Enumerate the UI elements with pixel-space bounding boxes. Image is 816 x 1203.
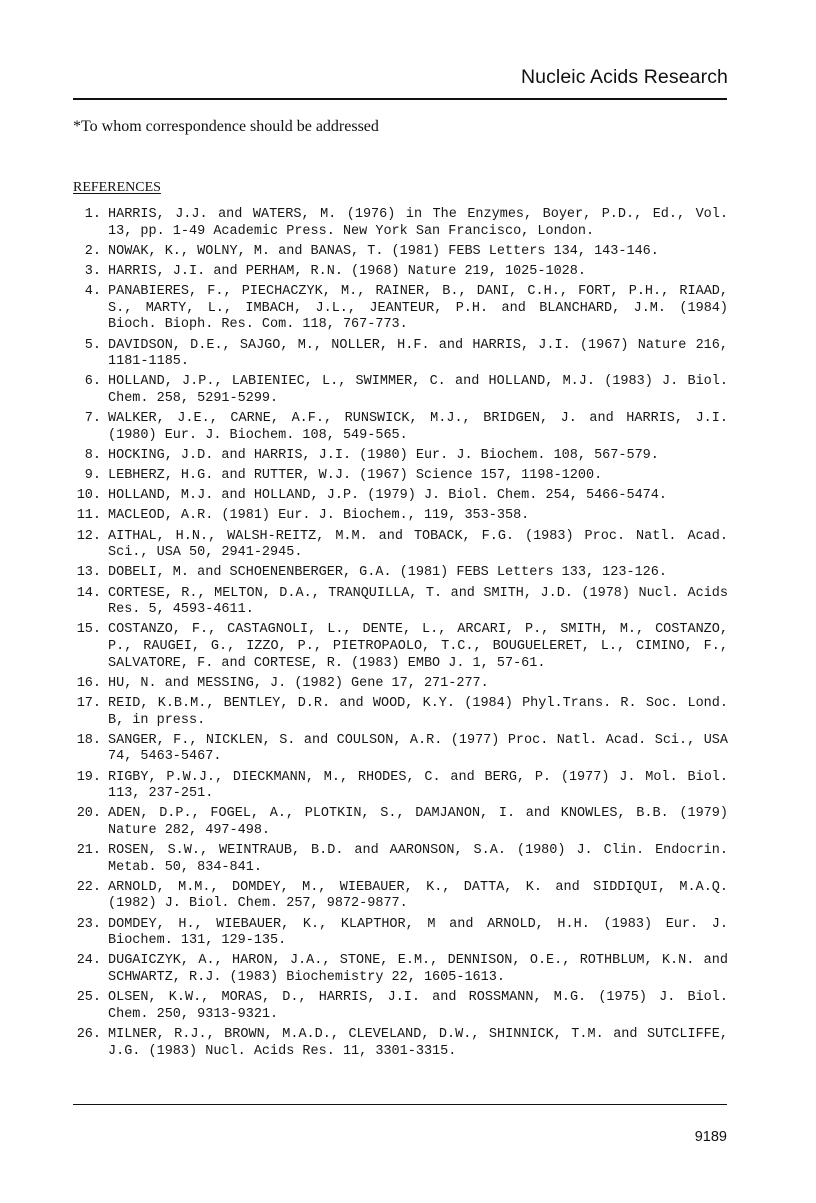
reference-number: 15. [76, 622, 101, 638]
reference-text: MACLEOD, A.R. (1981) Eur. J. Biochem., 119, 353-358. [108, 508, 530, 524]
reference-text: REID, K.B.M., BENTLEY, D.R. and WOOD, K.Y. (1984) Phyl.Trans. R. Soc. Lond. B, in press. [108, 695, 728, 728]
reference-text: MILNER, R.J., BROWN, M.A.D., CLEVELAND, D.W., SHINNICK, T.M. and SUTCLIFFE, J.G. (1983) Nucl. Acids Res. 11, 3301-3315. [108, 1026, 728, 1059]
reference-number: 17. [76, 695, 101, 711]
reference-number: 4. [84, 284, 101, 300]
reference-item [73, 770, 728, 803]
reference-text: HU, N. and MESSING, J. (1982) Gene 17, 271-277. [108, 675, 489, 691]
reference-item [73, 448, 728, 465]
reference-number: 2. [84, 243, 101, 259]
reference-text: ARNOLD, M.M., DOMDEY, M., WIEBAUER, K., DATTA, K. and SIDDIQUI, M.A.Q. (1982) J. Biol. Chem. 257, 9872-9877. [108, 879, 728, 912]
reference-number: 3. [84, 263, 101, 279]
reference-number: 23. [76, 916, 101, 932]
reference-item [73, 529, 728, 562]
reference-text: HARRIS, J.J. and WATERS, M. (1976) in The Enzymes, Boyer, P.D., Ed., Vol. 13, pp. 1-49 Academic Press. New York San Francisco, London. [108, 207, 728, 239]
reference-number: 21. [76, 843, 101, 859]
reference-number: 22. [76, 879, 101, 895]
reference-text: ROSEN, S.W., WEINTRAUB, B.D. and AARONSON, S.A. (1980) J. Clin. Endocrin. Metab. 50, 834-841. [108, 843, 728, 875]
reference-item [73, 622, 728, 672]
reference-number: 16. [76, 675, 101, 691]
reference-text: HARRIS, J.I. and PERHAM, R.N. (1968) Nature 219, 1025-1028. [108, 263, 586, 279]
reference-item [73, 207, 728, 240]
reference-text: PANABIERES, F., PIECHACZYK, M., RAINER, B., DANI, C.H., FORT, P.H., RIAAD, S., MARTY, L., IMBACH, J.L., JEANTEUR, P.H. and BLANCHARD, J.M. (1984) Bioch. Bioph. Res. Com. 118, 767-773. [108, 284, 728, 333]
reference-number: 9. [84, 468, 101, 484]
reference-text: DOMDEY, H., WIEBAUER, K., KLAPTHOR, M and ARNOLD, H.H. (1983) Eur. J. Biochem. 131, 129-135. [108, 916, 728, 949]
reference-text: AITHAL, H.N., WALSH-REITZ, M.M. and TOBACK, F.G. (1983) Proc. Natl. Acad. Sci., USA 50, 2941-2945. [108, 528, 728, 561]
reference-number: 24. [76, 953, 101, 969]
references-heading: REFERENCES [73, 180, 161, 195]
reference-item [73, 284, 728, 334]
reference-number: 10. [76, 488, 101, 504]
reference-number: 12. [76, 528, 101, 544]
reference-item [73, 953, 728, 986]
reference-item [73, 565, 728, 582]
reference-text: CORTESE, R., MELTON, D.A., TRANQUILLA, T. and SMITH, J.D. (1978) Nucl. Acids Res. 5, 4593-4611. [108, 585, 728, 618]
reference-item [73, 1027, 728, 1060]
reference-number: 6. [84, 374, 101, 390]
reference-text: LEBHERZ, H.G. and RUTTER, W.J. (1967) Science 157, 1198-1200. [108, 468, 603, 484]
reference-item [73, 244, 728, 261]
reference-number: 18. [76, 732, 101, 748]
reference-item [73, 676, 728, 693]
reference-text: NOWAK, K., WOLNY, M. and BANAS, T. (1981) FEBS Letters 134, 143-146. [108, 243, 659, 259]
reference-text: HOCKING, J.D. and HARRIS, J.I. (1980) Eur. J. Biochem. 108, 567-579. [108, 447, 659, 463]
page-number: 9189 [694, 1129, 727, 1145]
reference-number: 14. [76, 585, 101, 601]
reference-text: DUGAICZYK, A., HARON, J.A., STONE, E.M., DENNISON, O.E., ROTHBLUM, K.N. and SCHWARTZ, R.J. (1983) Biochemistry 22, 1605-1613. [108, 953, 728, 985]
reference-item [73, 338, 728, 371]
reference-text: HOLLAND, J.P., LABIENIEC, L., SWIMMER, C. and HOLLAND, M.J. (1983) J. Biol. Chem. 258, 5291-5299. [108, 374, 728, 406]
reference-number: 25. [76, 990, 101, 1006]
reference-item [73, 696, 728, 729]
reference-number: 1. [84, 207, 101, 222]
reference-item [73, 990, 728, 1023]
header-rule [73, 98, 727, 100]
reference-item [73, 411, 728, 444]
reference-text: WALKER, J.E., CARNE, A.F., RUNSWICK, M.J., BRIDGEN, J. and HARRIS, J.I. (1980) Eur. J. Biochem. 108, 549-565. [108, 411, 728, 443]
reference-text: DOBELI, M. and SCHOENENBERGER, G.A. (1981) FEBS Letters 133, 123-126. [108, 565, 667, 581]
reference-item [73, 733, 728, 766]
reference-number: 26. [76, 1026, 101, 1042]
reference-item [73, 264, 728, 281]
footer-rule [73, 1104, 727, 1105]
reference-text: ADEN, D.P., FOGEL, A., PLOTKIN, S., DAMJANON, I. and KNOWLES, B.B. (1979) Nature 282, 497-498. [108, 806, 728, 838]
reference-number: 8. [84, 447, 101, 463]
reference-item [73, 806, 728, 839]
reference-item [73, 488, 728, 505]
reference-text: COSTANZO, F., CASTAGNOLI, L., DENTE, L., ARCARI, P., SMITH, M., COSTANZO, P., RAUGEI, G., IZZO, P., PIETROPAOLO, T.C., BOUGUELERET, L., CIMINO, F., SALVATORE, F. and CORTESE, R. (1983) EMBO J. 1, 57-61. [108, 622, 728, 671]
reference-item [73, 880, 728, 913]
reference-text: DAVIDSON, D.E., SAJGO, M., NOLLER, H.F. and HARRIS, J.I. (1967) Nature 216, 1181-1185. [108, 337, 728, 370]
reference-item [73, 508, 728, 525]
reference-number: 20. [76, 806, 101, 822]
reference-list [73, 207, 728, 1064]
reference-item [73, 586, 728, 619]
reference-item [73, 374, 728, 407]
reference-number: 11. [76, 508, 101, 524]
reference-text: HOLLAND, M.J. and HOLLAND, J.P. (1979) J. Biol. Chem. 254, 5466-5474. [108, 488, 667, 504]
reference-text: OLSEN, K.W., MORAS, D., HARRIS, J.I. and ROSSMANN, M.G. (1975) J. Biol. Chem. 250, 9313-9321. [108, 990, 728, 1022]
reference-item [73, 843, 728, 876]
reference-number: 13. [76, 565, 101, 581]
journal-title: Nucleic Acids Research [520, 66, 728, 88]
reference-number: 7. [84, 411, 101, 427]
reference-item [73, 468, 728, 485]
reference-text: RIGBY, P.W.J., DIECKMANN, M., RHODES, C. and BERG, P. (1977) J. Mol. Biol. 113, 237-251. [108, 769, 728, 802]
reference-number: 5. [84, 337, 101, 353]
reference-text: SANGER, F., NICKLEN, S. and COULSON, A.R. (1977) Proc. Natl. Acad. Sci., USA 74, 5463-5467. [108, 732, 728, 765]
reference-number: 19. [76, 769, 101, 785]
reference-item [73, 917, 728, 950]
correspondence-note: *To whom correspondence should be addressed [73, 118, 379, 135]
